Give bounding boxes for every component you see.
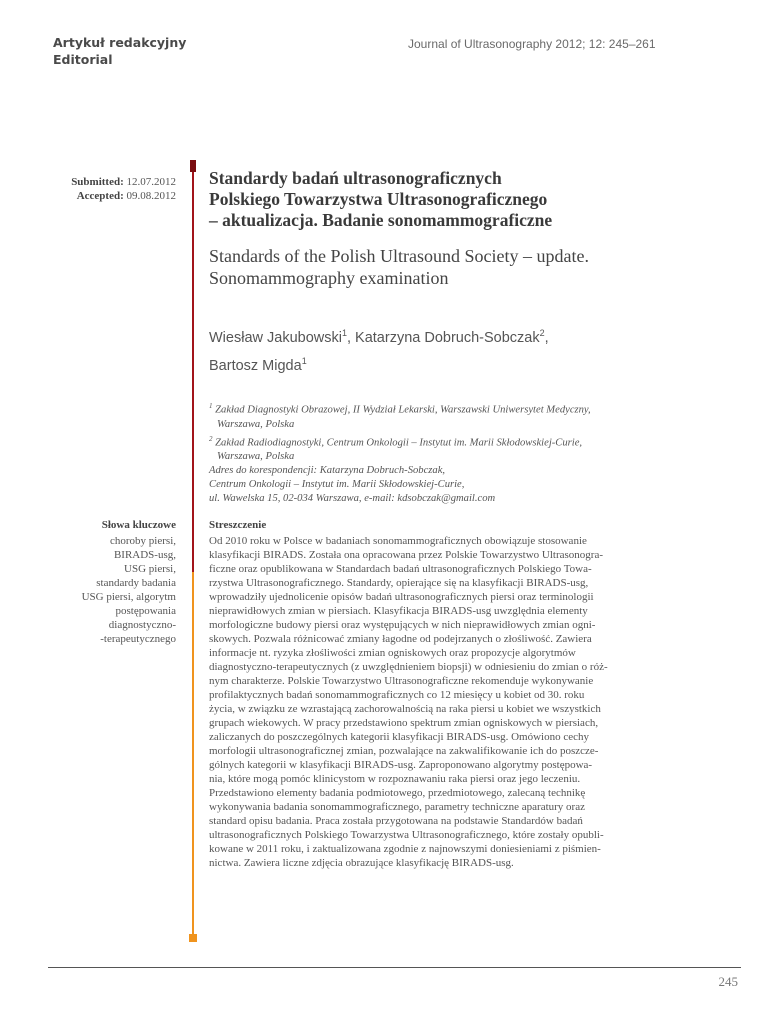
section-label-en: Editorial [53,52,113,67]
title-english [209,245,589,289]
abstract-line: morfologii ultrasonograficznej zmian, pozwalające na zakwalifikowanie ich do poszcze- [209,745,599,757]
abstract-heading: Streszczenie [209,519,267,531]
correspondence-line: Adres do korespondencji: Katarzyna Dobruch-Sobczak, [209,465,446,477]
abstract-line: rzystwa Ultrasonograficznego. Standardy, opierające się na klasyfikacji BIRADS-usg, [209,577,589,589]
keywords [82,518,176,646]
affiliation-line: Warszawa, Polska [217,418,295,430]
correspondence-line: ul. Wawelska 15, 02-034 Warszawa, e-mail: kdsobczak@gmail.com [209,493,496,505]
keyword-line: choroby piersi, [110,535,176,547]
title-english-line: Sonomammography examination [209,268,449,288]
keyword-line: diagnostyczno- [108,619,176,631]
abstract-line: życia, w związku ze wzrastającą zachorowalnością na raka piersi u kobiet we wszystkich [209,703,601,715]
abstract-line: wprowadziły ujednolicenie opisów badań ultrasonograficznych piersi oraz terminologii [209,591,594,603]
author-affiliation-marker: 2 [539,328,545,338]
abstract-line: nym charakterze. Polskie Towarzystwo Ultrasonograficzne rekomenduje wykonywanie [209,675,594,687]
abstract-line: grupach wiekowych. W pracy przedstawiono spektrum zmian ogniskowych w piersiach, [209,717,599,729]
authors [209,322,549,378]
accent-rule-cap [190,160,196,172]
correspondence-line: Centrum Onkologii – Instytut im. Marii Skłodowskiej-Curie, [209,479,465,491]
title-english-line: Standards of the Polish Ultrasound Society – update. [209,246,589,266]
accepted-label: Accepted: [76,190,124,202]
abstract-line: nia, które mogą pomóc klinicystom w rozpoznawaniu raka piersi oraz jego leczeniu. [209,773,581,785]
abstract-line: skowych. Pozwala różnicować zmiany łagodne od podejrzanych o złośliwość. Zawiera [209,633,592,645]
author-separator: , [346,329,356,346]
abstract-line: kowane w 2011 roku, i zaktualizowana zgodnie z najnowszymi doniesieniami z piśmien- [209,843,601,855]
submission-dates [71,175,176,203]
author-affiliation-marker: 1 [301,355,307,366]
affiliation-line: Warszawa, Polska [217,451,295,463]
keyword-line: USG piersi, [124,563,176,575]
abstract-line: klasyfikacji BIRADS. Została ona opracowana przez Polskie Towarzystwo Ultrasonogra- [209,549,604,561]
accent-rule-end-square [189,934,197,942]
author-affiliation-marker: 1 [341,328,347,338]
title-polish [209,168,552,231]
abstract [209,518,695,870]
submitted-value: 12.07.2012 [126,176,176,188]
author-name: Bartosz Migda [209,357,302,374]
affiliation-line: Zakład Diagnostyki Obrazowej, II Wydział Lekarski, Warszawski Uniwersytet Medyczny, [212,404,591,416]
affiliations [209,399,591,506]
submitted-label: Submitted: [71,176,124,188]
abstract-line: profilaktycznych badań sonomammograficznych co 12 miesięcy u kobiet od 30. roku [209,689,585,701]
affiliation-marker: 2 [209,434,213,443]
author-name: Wiesław Jakubowski [209,329,342,346]
keyword-line: BIRADS-usg, [113,549,176,561]
affiliation-marker: 1 [209,402,213,410]
keyword-line: standardy badania [96,577,176,589]
abstract-line: Przedstawiono elementy badania podmiotowego, przedmiotowego, zalecaną technikę [209,787,586,799]
author-name: Katarzyna Dobruch-Sobczak [355,329,540,346]
title-polish-line: – aktualizacja. Badanie sonomammograficzne [209,210,553,230]
accent-rule-orange [192,572,194,938]
title-polish-line: Standardy badań ultrasonograficznych [209,168,502,188]
keyword-line: -terapeutycznego [100,633,176,645]
abstract-line: nieprawidłowych zmian w piersiach. Klasyfikacja BIRADS-usg uwzględnia elementy [209,605,588,617]
abstract-line: informacje nt. ryzyka złośliwości zmian ogniskowych oraz propozycje algorytmów [209,647,576,659]
abstract-line: gólnych kategorii w klasyfikacji BIRADS-usg. Zaproponowano algorytmy postępowa- [209,759,593,771]
accent-rule-red [192,160,194,572]
footer-rule [48,967,741,968]
keyword-line: postępowania [115,605,176,617]
abstract-line: morfologiczne budowy piersi oraz występujących w nich nieprawidłowych zmian ogni- [209,619,596,631]
author-separator: , [544,329,549,346]
keyword-line: USG piersi, algorytm [81,591,176,603]
title-polish-line: Polskiego Towarzystwa Ultrasonograficznego [209,189,548,209]
affiliation-line: Zakład Radiodiagnostyki, Centrum Onkologii – Instytut im. Marii Skłodowskiej-Curie, [212,437,583,449]
journal-reference: Journal of Ultrasonography 2012; 12: 245–261 [408,37,656,51]
abstract-line: wykonywania badania sonomammograficznego, parametry techniczne aparatury oraz [209,801,585,813]
section-label-pl: Artykuł redakcyjny [53,35,187,50]
abstract-line: Od 2010 roku w Polsce w badaniach sonomammograficznych obowiązuje stosowanie [209,535,587,547]
abstract-line: standard opisu badania. Praca została przygotowana na podstawie Standardów badań [209,815,583,827]
keywords-heading: Słowa kluczowe [101,519,176,531]
section-label [53,34,186,68]
abstract-line: ultrasonograficznych Polskiego Towarzystwa Ultrasonograficznego, które zostały opubli- [209,829,604,841]
page-number: 245 [718,974,738,989]
abstract-line: nictwa. Zawiera liczne zdjęcia obrazujące klasyfikację BIRADS-usg. [209,857,514,869]
accepted-value: 09.08.2012 [126,190,176,202]
abstract-line: zaliczanych do poszczególnych kategorii klasyfikacji BIRADS-usg. Omówiono cechy [209,731,589,743]
abstract-line: ficzne oraz opublikowana w Standardach badań ultrasonograficznych Polskiego Towa- [209,563,592,575]
abstract-line: diagnostyczno-terapeutycznych (z uwzględnieniem biopsji) w odniesieniu do zmian o róż- [209,661,608,673]
